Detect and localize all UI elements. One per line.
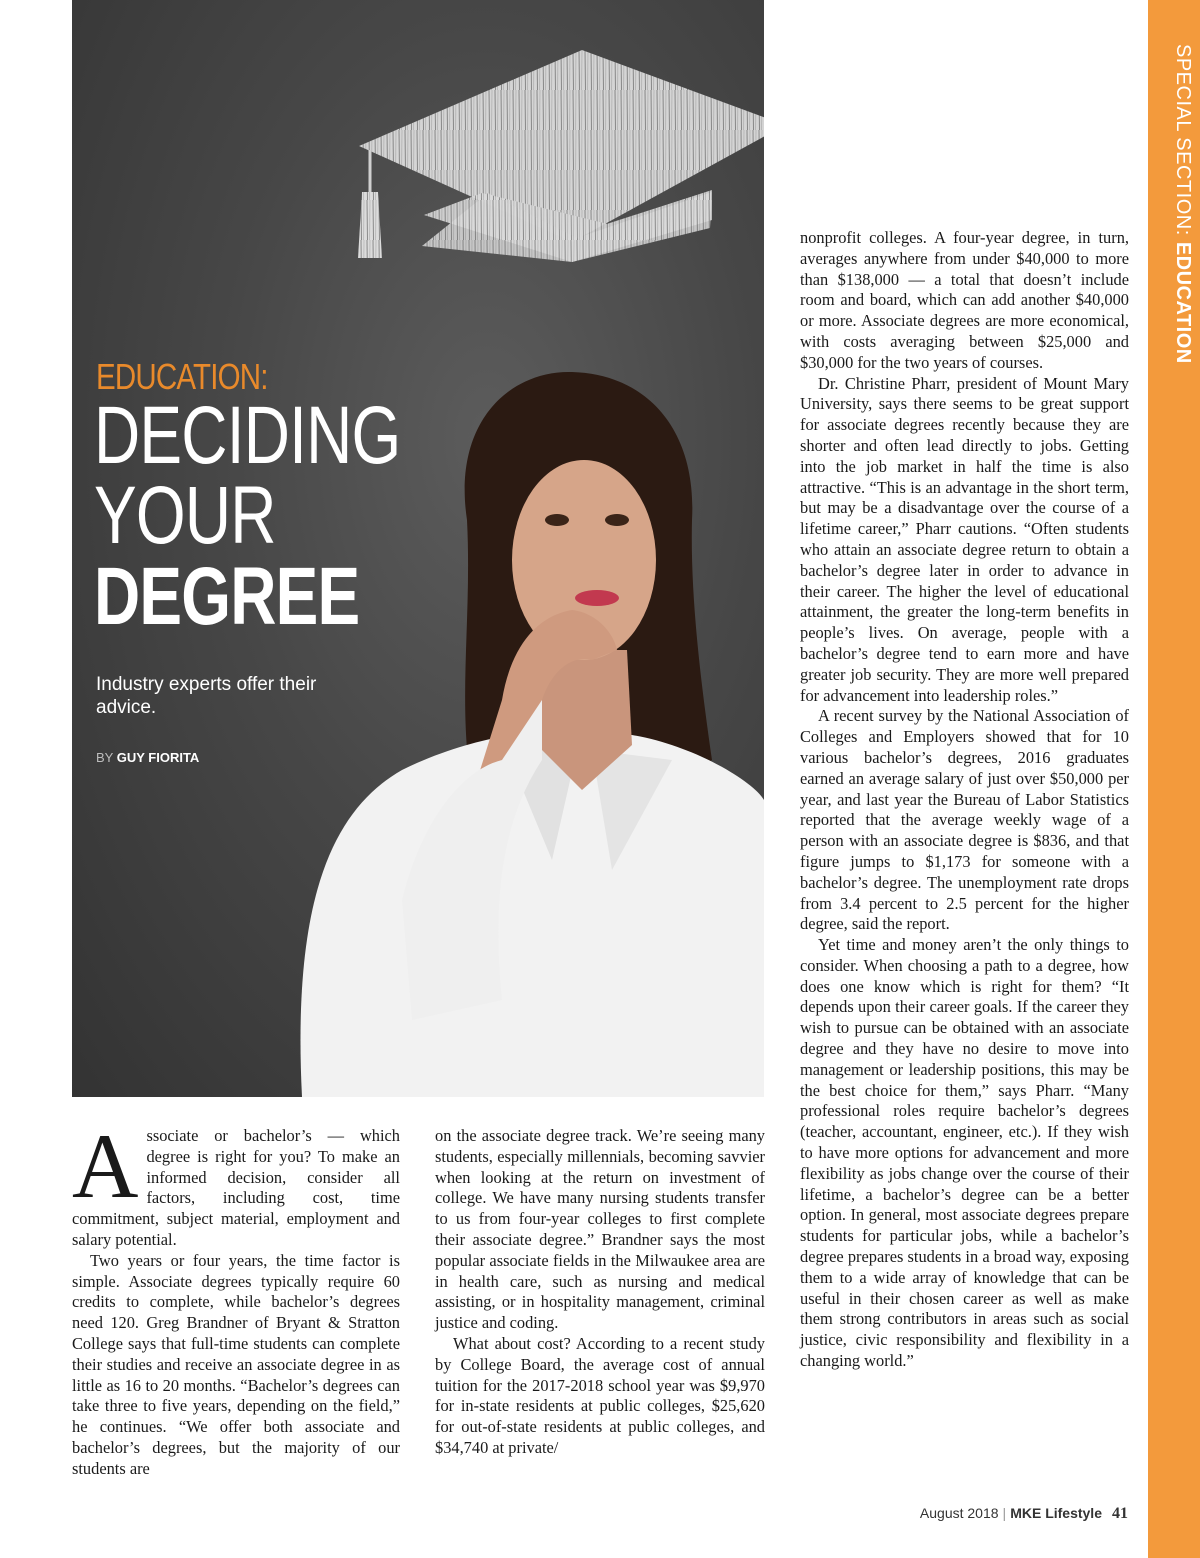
article-column-3	[800, 228, 1129, 1372]
paragraph: nonprofit colleges. A four-year degree, in turn, averages anywhere from under $40,000 to more than $138,000 — a total that doesn’t include room and board, which can add another $40,000 or more. Associate degrees are more economical, with costs averaging between $25,000 and $30,000 for the two years of courses.	[800, 228, 1129, 372]
byline	[96, 750, 199, 765]
page-title	[94, 390, 401, 642]
article-column-2	[435, 1126, 765, 1459]
paragraph	[72, 1115, 400, 1251]
paragraph: Dr. Christine Pharr, president of Mount Mary University, says there seems to be great support for associate degrees recently because they are shorter and often lead directly to jobs. Getting into the job market in half the time is also attractive. “This is an advantage in the short term, but may be a disadvantage over the course of a lifetime career,” Pharr cautions. “Often students who attain an associate degree return to obtain a bachelor’s degree later in order to advance in their career. The higher the level of educational attainment, the greater the long-term benefits in people’s lives. On average, people with a bachelor’s degree tend to earn more and have greater job security. They are more well prepared for advancement into leadership roles.”	[800, 373, 1129, 705]
paragraph: A recent survey by the National Association of Colleges and Employers showed that for 10 various bachelor’s degrees, 2016 graduates earned an average salary of just over $50,000 per year, and last year the Bureau of Labor Statistics reported that the average weekly wage of a person with an associate degree is $836, and that figure jumps to $1,173 for someone with a bachelor’s degree. The unemployment rate drops from 3.4 percent to 2.5 percent for the higher degree, said the report.	[800, 706, 1129, 934]
headline-line-3: DEGREE	[94, 550, 360, 642]
page-footer	[920, 1505, 1128, 1523]
section-label-topic: EDUCATION	[1172, 241, 1194, 364]
graduation-cap-icon	[358, 50, 764, 262]
page-number: 41	[1112, 1505, 1128, 1522]
hero-photo-panel	[72, 0, 764, 1097]
paragraph: Yet time and money aren’t the only things to consider. When choosing a path to a degree, how does one know which is right for them? “It depends upon their career goals. If the career they wish to pursue can be obtained with an associate degree and they have no desire to move into management or leadership positions, this may be the best choice for them,” says Pharr. “Many professional roles require bachelor’s degrees (teacher, accountant, engineer, etc.). If they wish to have more options for advancement and more flexibility as jobs change over the course of their lifetime, a bachelor’s degree can be a better option. In general, most associate degrees prepare students for particular jobs, while a bachelor’s degree prepares students in a broad way, exposing them to a wide array of knowledge that can be useful in their chosen career as well as make them strong contributors in areas such as social justice, civic responsibility and flexibility in a changing world.”	[800, 935, 1129, 1371]
paragraph: What about cost? According to a recent study by College Board, the average cost of annual tuition for the 2017-2018 school year was $9,970 for in-state residents at public colleges, $25,620 for out-of-state residents at public colleges, and $34,740 at private/	[435, 1333, 765, 1457]
byline-prefix: BY	[96, 750, 114, 765]
byline-author: GUY FIORITA	[116, 750, 200, 765]
section-label	[1154, 44, 1194, 404]
headline-line-2: YOUR	[94, 470, 276, 562]
magazine-name: MKE Lifestyle	[1010, 1505, 1102, 1521]
section-label-prefix: SPECIAL SECTION:	[1172, 44, 1194, 242]
issue-date: August 2018	[919, 1505, 999, 1521]
article-dek: Industry experts offer their advice.	[96, 674, 317, 718]
paragraph: on the associate degree track. We’re seeing many students, especially millennials, becoming savvier when looking at the return on investment of college. We have many nursing students transfer to us from four-year colleges to first complete their associate degree.” Brandner says the most popular associate fields in the Milwaukee area are in health care, such as nursing and medical assisting, or in hospitality management, criminal justice and coding.	[435, 1126, 765, 1333]
article-column-1	[72, 1115, 400, 1480]
headline-kicker: EDUCATION:	[96, 356, 268, 397]
footer-separator: |	[1002, 1505, 1007, 1521]
paragraph: Two years or four years, the time factor is simple. Associate degrees typically require 60 credits to complete, while bachelor’s degrees need 120. Greg Brandner of Bryant & Stratton College says that full-time students can complete their studies and receive an associate degree in as little as 16 to 20 months. “Bachelor’s degrees can take three to five years, depending on the field,” he continues. “We offer both associate and bachelor’s degrees, but the majority of our students are	[72, 1250, 400, 1478]
paragraph-text: ssociate or bachelor’s — which degree is right for you? To make an informed decision, consider all factors, including cost, time commitment, subject material, employment and salary potential.	[72, 1126, 400, 1249]
headline-line-1: DECIDING	[94, 390, 401, 481]
drop-cap: A	[72, 1115, 139, 1217]
